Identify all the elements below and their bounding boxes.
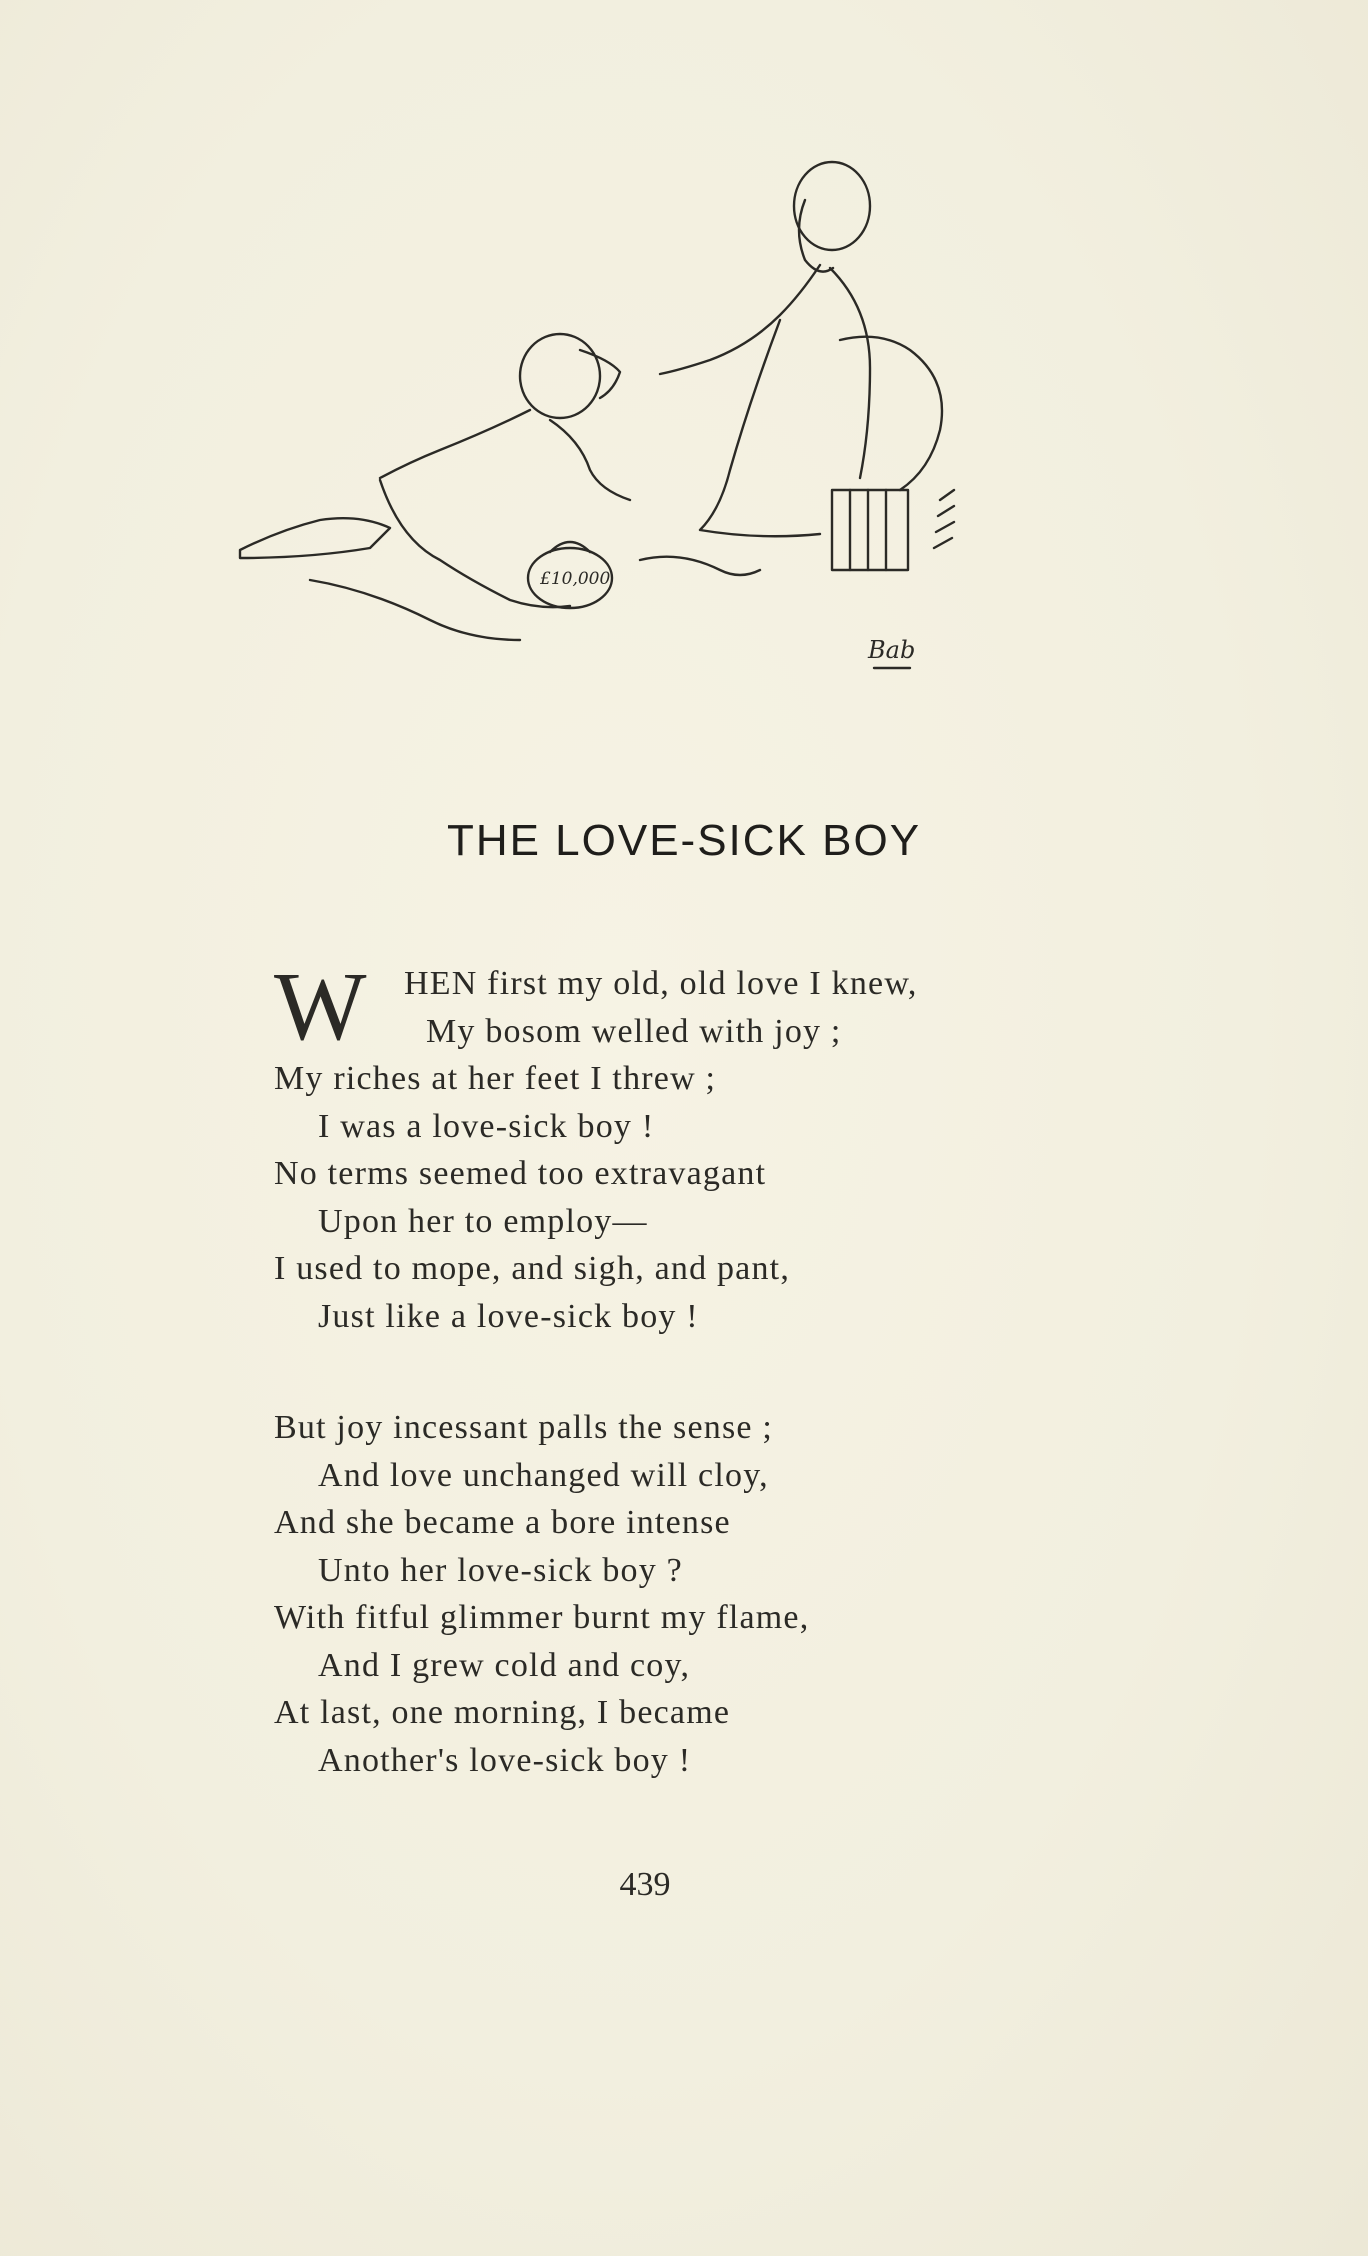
boy-foot xyxy=(240,518,390,558)
poem-line: I used to mope, and sigh, and pant, xyxy=(274,1250,791,1287)
line-drawing xyxy=(220,160,1020,680)
lady-foot xyxy=(640,557,760,575)
poem-line: I was a love-sick boy ! xyxy=(318,1107,655,1145)
page-number: 439 xyxy=(619,1866,671,1903)
lady-head-outline xyxy=(794,162,870,250)
poem-line-text: My bosom welled with joy ; xyxy=(426,1012,842,1050)
stanza-1 xyxy=(274,953,1094,1340)
illustration-boy-kneeling-before-lady xyxy=(220,160,1020,680)
boy-head-outline xyxy=(520,334,600,418)
boy-back xyxy=(380,410,530,478)
fringe xyxy=(934,490,954,548)
lady-arm xyxy=(660,265,820,374)
lady-skirt xyxy=(700,320,820,536)
drop-cap: W xyxy=(274,953,368,1061)
stool xyxy=(832,490,908,570)
lady-bustle xyxy=(840,337,942,490)
poem-line: At last, one morning, I became xyxy=(274,1694,731,1731)
poem-line: Another's love-sick boy ! xyxy=(318,1741,692,1779)
poem-title: THE LOVE-SICK BOY xyxy=(446,816,922,865)
poem-line-text: HEN first my old, old love I knew, xyxy=(404,965,918,1002)
poem-line: Just like a love-sick boy ! xyxy=(318,1297,699,1335)
poem-line: Upon her to employ— xyxy=(318,1202,648,1240)
money-bag-label: £10,000 xyxy=(540,569,611,589)
poem-line: No terms seemed too extravagant xyxy=(274,1155,767,1192)
poem-line: Unto her love-sick boy ? xyxy=(318,1551,683,1589)
poem-line: And she became a bore intense xyxy=(274,1504,731,1541)
poem-line: But joy incessant palls the sense ; xyxy=(274,1409,774,1446)
boy-arm xyxy=(550,420,630,500)
poem-line: With fitful glimmer burnt my flame, xyxy=(274,1599,810,1636)
stanza-2 xyxy=(274,1404,1094,1784)
lady-back xyxy=(830,268,870,478)
poem-line: And love unchanged will cloy, xyxy=(318,1456,769,1494)
poem-line xyxy=(274,1008,1094,1056)
poem-line: And I grew cold and coy, xyxy=(318,1646,691,1684)
poem-line: My riches at her feet I threw ; xyxy=(274,1060,717,1097)
artist-signature: Bab xyxy=(868,636,916,664)
poem-body xyxy=(274,953,1094,1848)
